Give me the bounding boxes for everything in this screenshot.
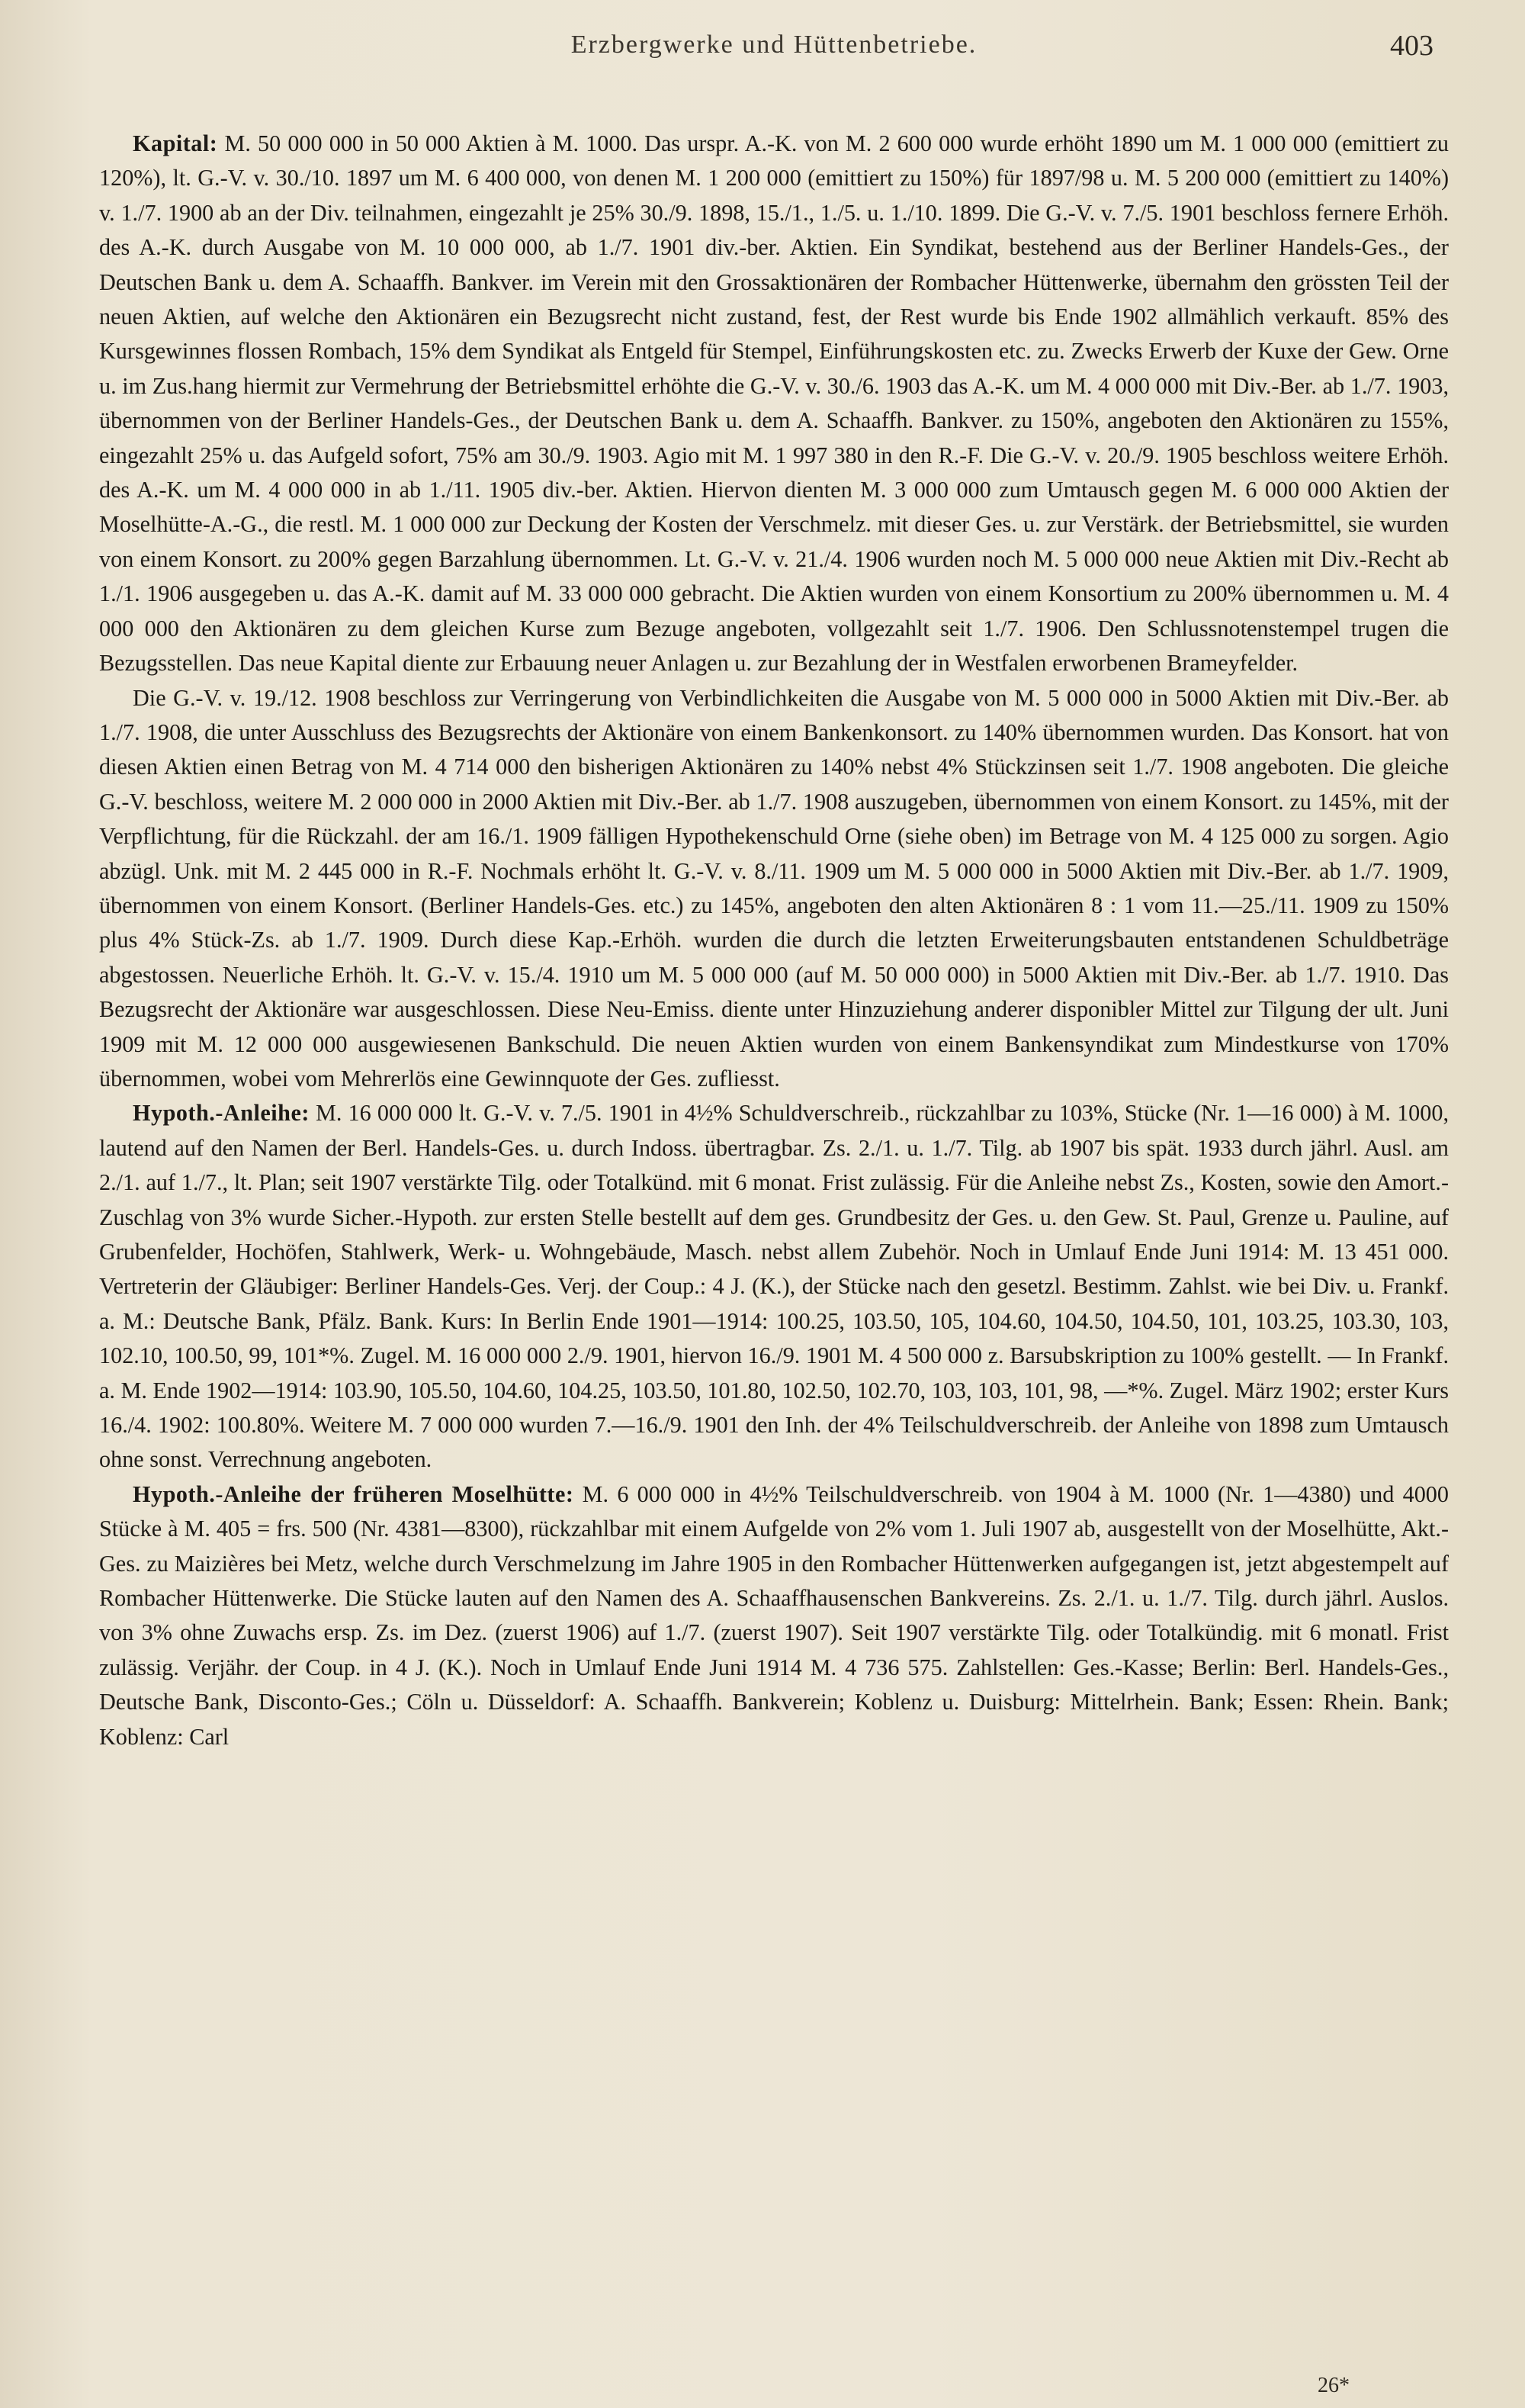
running-title: Erzbergwerke und Hüttenbetriebe. [570,31,978,59]
paragraph-kapital-continued [99,681,1449,1097]
paragraph-text: Die G.-V. v. 19./12. 1908 beschloss zur Verringerung von Verbindlichkeiten die Ausgabe von M. 5 000 000 in 5000 Aktien mit Div.-Ber. ab 1./7. 1908, die unter Ausschluss des Bezugsrechts der Aktionäre von einem Bankenkonsort. zu 140% übernommen wurden. Das Konsort. hat von diesen Aktien einen Betrag von M. 4 714 000 den bisherigen Aktionären zu 140% nebst 4% Stückzinsen seit 1./7. 1908 angeboten. Die gleiche G.-V. beschloss, weitere M. 2 000 000 in 2000 Aktien mit Div.-Ber. ab 1./7. 1908 auszugeben, übernommen von einem Konsort. zu 145%, mit der Verpflichtung, für die Rückzahl. der am 16./1. 1909 fälligen Hypothekenschuld Orne (siehe oben) im Betrage von M. 4 125 000 zu sorgen. Agio abzügl. Unk. mit M. 2 445 000 in R.-F. Nochmals erhöht lt. G.-V. v. 8./11. 1909 um M. 5 000 000 in 5000 Aktien mit Div.-Ber. ab 1./7. 1909, übernommen von einem Konsort. (Berliner Handels-Ges. etc.) zu 145%, angeboten den alten Aktionären 8 : 1 vom 11.—25./11. 1909 zu 150% plus 4% Stück-Zs. ab 1./7. 1909. Durch diese Kap.-Erhöh. wurden die durch die letzten Erweiterungsbauten entstandenen Schuldbeträge abgestossen. Neuerliche Erhöh. lt. G.-V. v. 15./4. 1910 um M. 5 000 000 (auf M. 50 000 000) in 5000 Aktien mit Div.-Ber. ab 1./7. 1910. Das Bezugsrecht der Aktionäre war ausgeschlossen. Diese Neu-Emiss. diente unter Hinzuziehung anderer disponibler Mittel zur Tilgung der ult. Juni 1909 mit M. 12 000 000 ausgewiesenen Bankschuld. Die neuen Aktien wurden von einem Bankensyndikat zum Mindestkurse von 170% übernommen, wobei vom Mehrerlös eine Gewinnquote der Ges. zufliesst. [99,684,1449,1091]
paragraph-text: M. 16 000 000 lt. G.-V. v. 7./5. 1901 in 4½% Schuldverschreib., rückzahlbar zu 103%, Stücke (Nr. 1—16 000) à M. 1000, lautend auf den Namen der Berl. Handels-Ges. u. durch Indoss. übertragbar. Zs. 2./1. u. 1./7. Tilg. ab 1907 bis spät. 1933 durch jährl. Ausl. am 2./1. auf 1./7., lt. Plan; seit 1907 verstärkte Tilg. oder Totalkünd. mit 6 monat. Frist zulässig. Für die Anleihe nebst Zs., Kosten, sowie den Amort.-Zuschlag von 3% wurde Sicher.-Hypoth. zur ersten Stelle bestellt auf dem ges. Grundbesitz der Ges. u. den Gew. St. Paul, Grenze u. Pauline, auf Grubenfelder, Hochöfen, Stahlwerk, Werk- u. Wohngebäude, Masch. nebst allem Zubehör. Noch in Umlauf Ende Juni 1914: M. 13 451 000. Vertreterin der Gläubiger: Berliner Handels-Ges. Verj. der Coup.: 4 J. (K.), der Stücke nach den gesetzl. Bestimm. Zahlst. wie bei Div. u. Frankf. a. M.: Deutsche Bank, Pfälz. Bank. Kurs: In Berlin Ende 1901—1914: 100.25, 103.50, 105, 104.60, 104.50, 104.50, 101, 103.25, 103.30, 103, 102.10, 100.50, 99, 101*%. Zugel. M. 16 000 000 2./9. 1901, hiervon 16./9. 1901 M. 4 500 000 z. Barsubskription zu 100% gestellt. — In Frankf. a. M. Ende 1902—1914: 103.90, 105.50, 104.60, 104.25, 103.50, 101.80, 102.50, 102.70, 103, 103, 101, 98, —*%. Zugel. März 1902; erster Kurs 16./4. 1902: 100.80%. Weitere M. 7 000 000 wurden 7.—16./9. 1901 den Inh. der 4% Teilschuldverschreib. der Anleihe von 1898 zum Umtausch ohne sonst. Verrechnung angeboten. [99,1100,1450,1473]
paragraph-lead: Hypoth.-Anleihe der früheren Moselhütte: [133,1480,574,1507]
page-header [99,26,1449,79]
paragraph-hypoth-anleihe [99,1096,1449,1477]
paragraph-lead: Kapital: [133,130,218,156]
page-number: 403 [1390,30,1434,62]
paragraph-text: M. 6 000 000 in 4½% Teilschuldverschreib. von 1904 à M. 1000 (Nr. 1—4380) und 4000 Stücke à M. 405 = frs. 500 (Nr. 4381—8300), rückzahlbar mit einem Aufgelde von 2% vom 1. Juli 1907 ab, ausgestellt von der Moselhütte, Akt.-Ges. zu Maizières bei Metz, welche durch Verschmelzung im Jahre 1905 in den Rombacher Hüttenwerken aufgegangen ist, jetzt abgestempelt auf Rombacher Hüttenwerke. Die Stücke lauten auf den Namen des A. Schaaffhausenschen Bankvereins. Zs. 2./1. u. 1./7. Tilg. durch jährl. Auslos. von 3% ohne Zuwachs ersp. Zs. im Dez. (zuerst 1906) auf 1./7. (zuerst 1907). Seit 1907 verstärkte Tilg. oder Totalkündig. mit 6 monatl. Frist zulässig. Verjähr. der Coup. in 4 J. (K.). Noch in Umlauf Ende Juni 1914 M. 4 736 575. Zahlstellen: Ges.-Kasse; Berlin: Berl. Handels-Ges., Deutsche Bank, Disconto-Ges.; Cöln u. Düsseldorf: A. Schaaffh. Bankverein; Koblenz u. Duisburg: Mittelrhein. Bank; Essen: Rhein. Bank; Koblenz: Carl [99,1480,1449,1750]
paragraph-kapital [99,127,1449,681]
paragraph-hypoth-anleihe-moselhuette [99,1477,1449,1754]
signature-mark: 26* [1318,2374,1350,2397]
paragraph-text: M. 50 000 000 in 50 000 Aktien à M. 1000. Das urspr. A.-K. von M. 2 600 000 wurde erhöht 1890 um M. 1 000 000 (emittiert zu 120%), lt. G.-V. v. 30./10. 1897 um M. 6 400 000, von denen M. 1 200 000 (emittiert zu 150%) für 1897/98 u. M. 5 200 000 (emittiert zu 140%) v. 1./7. 1900 ab an der Div. teilnahmen, eingezahlt je 25% 30./9. 1898, 15./1., 1./5. u. 1./10. 1899. Die G.-V. v. 7./5. 1901 beschloss fernere Erhöh. des A.-K. durch Ausgabe von M. 10 000 000, ab 1./7. 1901 div.-ber. Aktien. Ein Syndikat, bestehend aus der Berliner Handels-Ges., der Deutschen Bank u. dem A. Schaaffh. Bankver. im Verein mit den Grossaktionären der Rombacher Hüttenwerke, übernahm den grössten Teil der neuen Aktien, auf welche den Aktionären ein Bezugsrecht nicht zustand, fest, der Rest wurde bis Ende 1902 allmählich verkauft. 85% des Kursgewinnes flossen Rombach, 15% dem Syndikat als Entgeld für Stempel, Einführungskosten etc. zu. Zwecks Erwerb der Kuxe der Gew. Orne u. im Zus.hang hiermit zur Vermehrung der Betriebsmittel erhöhte die G.-V. v. 30./6. 1903 das A.-K. um M. 4 000 000 mit Div.-Ber. ab 1./7. 1903, übernommen von der Berliner Handels-Ges., der Deutschen Bank u. dem A. Schaaffh. Bankver. zu 150%, angeboten den Aktionären zu 155%, eingezahlt 25% u. das Aufgeld sofort, 75% am 30./9. 1903. Agio mit M. 1 997 380 in den R.-F. Die G.-V. v. 20./9. 1905 beschloss weitere Erhöh. des A.-K. um M. 4 000 000 in ab 1./11. 1905 div.-ber. Aktien. Hiervon dienten M. 3 000 000 zum Umtausch gegen M. 6 000 000 Aktien der Moselhütte-A.-G., die restl. M. 1 000 000 zur Deckung der Kosten der Verschmelz. mit dieser Ges. u. zur Verstärk. der Betriebsmittel, sie wurden von einem Konsort. zu 200% gegen Barzahlung übernommen. Lt. G.-V. v. 21./4. 1906 wurden noch M. 5 000 000 neue Aktien mit Div.-Recht ab 1./1. 1906 ausgegeben u. das A.-K. damit auf M. 33 000 000 gebracht. Die Aktien wurden von einem Konsortium zu 200% übernommen u. M. 4 000 000 den Aktionären zu dem gleichen Kurse zum Bezuge angeboten, vollgezahlt seit 1./7. 1906. Den Schlussnotenstempel trugen die Bezugsstellen. Das neue Kapital diente zur Erbauung neuer Anlagen u. zur Bezahlung der in Westfalen erworbenen Brameyfelder. [99,130,1450,677]
body-text [99,127,1449,1754]
paragraph-lead: Hypoth.-Anleihe: [133,1100,310,1127]
